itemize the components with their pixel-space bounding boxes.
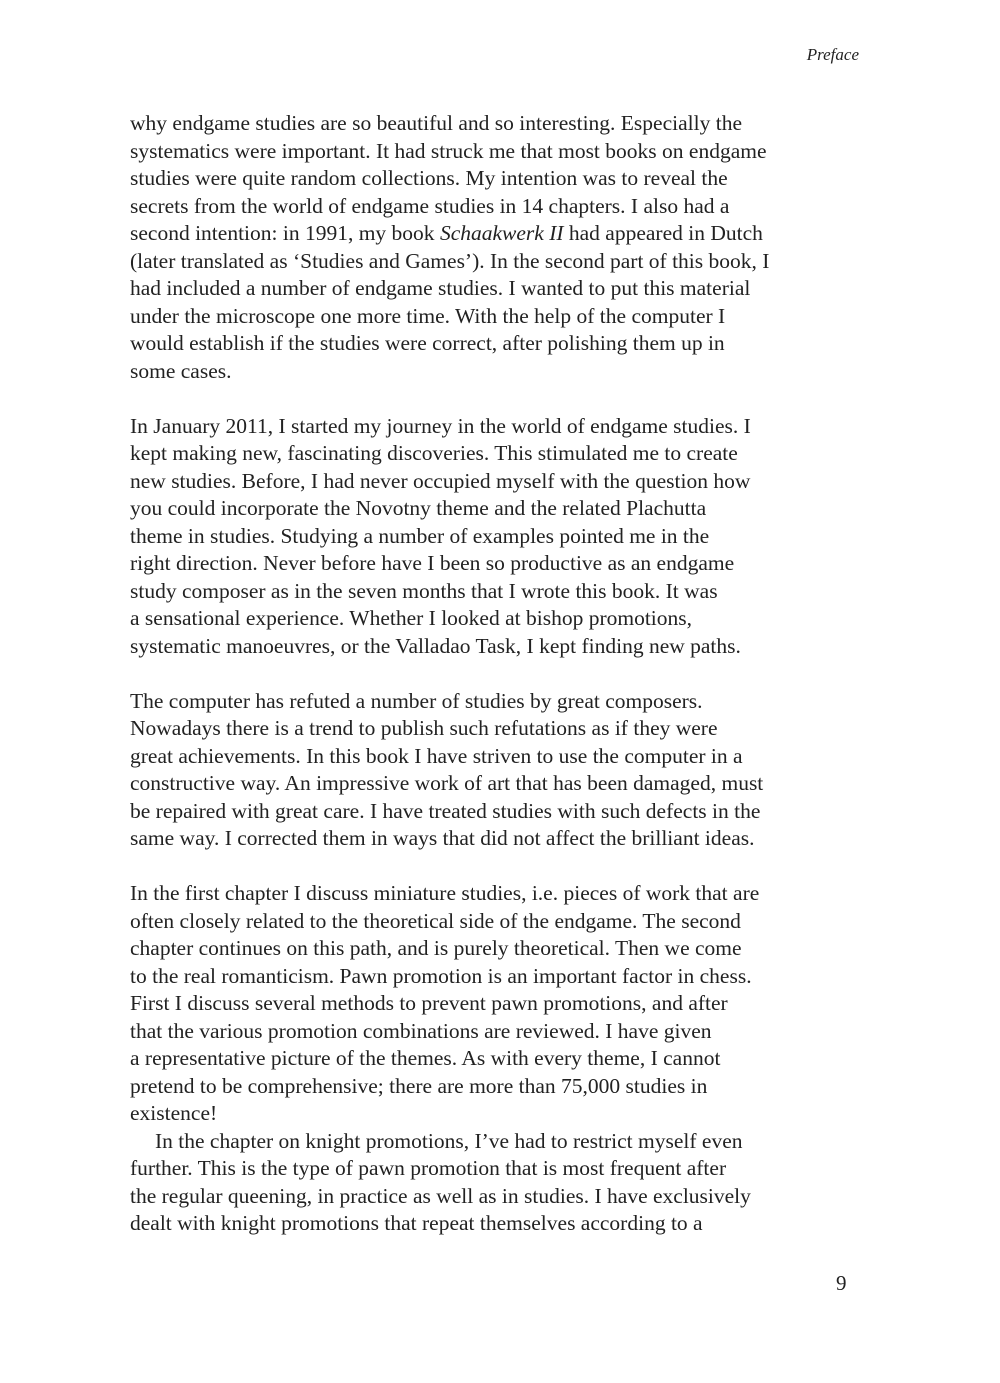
text-line: why endgame studies are so beautiful and so interesting. Especially the	[130, 111, 742, 135]
text-line: to the real romanticism. Pawn promotion is an important factor in chess.	[130, 963, 752, 988]
text-line: chapter continues on this path, and is purely theoretical. Then we come	[130, 936, 742, 960]
paragraph-2	[130, 413, 890, 661]
text-line: systematic manoeuvres, or the Valladao Task, I kept finding new paths.	[130, 633, 741, 658]
text-line: new studies. Before, I had never occupied myself with the question how	[130, 468, 751, 493]
page-number: 9	[836, 1271, 847, 1295]
text-line: secrets from the world of endgame studies in 14 chapters. I also had a	[130, 193, 730, 218]
text-line: the regular queening, in practice as well as in studies. I have exclusively	[130, 1183, 751, 1208]
text-line: that the various promotion combinations are reviewed. I have given	[130, 1018, 712, 1043]
text-line: further. This is the type of pawn promotion that is most frequent after	[130, 1156, 727, 1180]
text-line: same way. I corrected them in ways that did not affect the brilliant ideas.	[130, 826, 755, 850]
text-line: systematics were important. It had struck me that most books on endgame	[130, 138, 767, 163]
running-head: Preface	[806, 45, 859, 64]
text-line: a sensational experience. Whether I looked at bishop promotions,	[130, 606, 693, 630]
text-line: dealt with knight promotions that repeat themselves according to a	[130, 1211, 703, 1235]
text-line: kept making new, fascinating discoveries. This stimulated me to create	[130, 441, 738, 465]
text-line: some cases.	[130, 358, 232, 383]
text-line: In January 2011, I started my journey in the world of endgame studies. I	[130, 413, 751, 438]
text-run: had appeared in Dutch	[563, 221, 763, 245]
text-line	[130, 220, 890, 248]
text-line: a representative picture of the themes. As with every theme, I cannot	[130, 1046, 721, 1070]
text-line: had included a number of endgame studies. I wanted to put this material	[130, 276, 751, 300]
text-line: you could incorporate the Novotny theme and the related Plachutta	[130, 496, 707, 520]
text-line: In the first chapter I discuss miniature studies, i.e. pieces of work that are	[130, 881, 760, 905]
text-line: often closely related to the theoretical side of the endgame. The second	[130, 908, 741, 933]
text-line: right direction. Never before have I been so productive as an endgame	[130, 551, 735, 575]
text-line: theme in studies. Studying a number of examples pointed me in the	[130, 523, 710, 548]
text-line: under the microscope one more time. With the help of the computer I	[130, 303, 726, 328]
text-line: be repaired with great care. I have treated studies with such defects in the	[130, 798, 761, 823]
paragraph-spacer	[130, 853, 890, 881]
text-line: In the chapter on knight promotions, I’ve had to restrict myself even	[155, 1128, 743, 1153]
text-line: pretend to be comprehensive; there are more than 75,000 studies in	[130, 1073, 708, 1098]
text-line: constructive way. An impressive work of art that has been damaged, must	[130, 771, 764, 795]
text-line: The computer has refuted a number of studies by great composers.	[130, 688, 703, 713]
text-line: would establish if the studies were correct, after polishing them up in	[130, 331, 725, 355]
text-line: existence!	[130, 1101, 218, 1125]
text-line: First I discuss several methods to prevent pawn promotions, and after	[130, 991, 728, 1015]
text-line: Nowadays there is a trend to publish such refutations as if they were	[130, 716, 718, 740]
paragraph-5	[130, 1128, 890, 1238]
book-title: Schaakwerk II	[439, 221, 564, 245]
text-line: (later translated as ‘Studies and Games’). In the second part of this book, I	[130, 248, 770, 273]
paragraph-1	[130, 110, 890, 385]
paragraph-4	[130, 880, 890, 1128]
text-line: study composer as in the seven months that I wrote this book. It was	[130, 578, 718, 603]
paragraph-spacer	[130, 385, 890, 413]
text-line: great achievements. In this book I have striven to use the computer in a	[130, 743, 743, 768]
text-run: second intention: in 1991, my book	[130, 221, 440, 245]
paragraph-3	[130, 688, 890, 853]
text-line: studies were quite random collections. My intention was to reveal the	[130, 166, 728, 190]
page-body	[130, 110, 890, 1238]
paragraph-spacer	[130, 660, 890, 688]
